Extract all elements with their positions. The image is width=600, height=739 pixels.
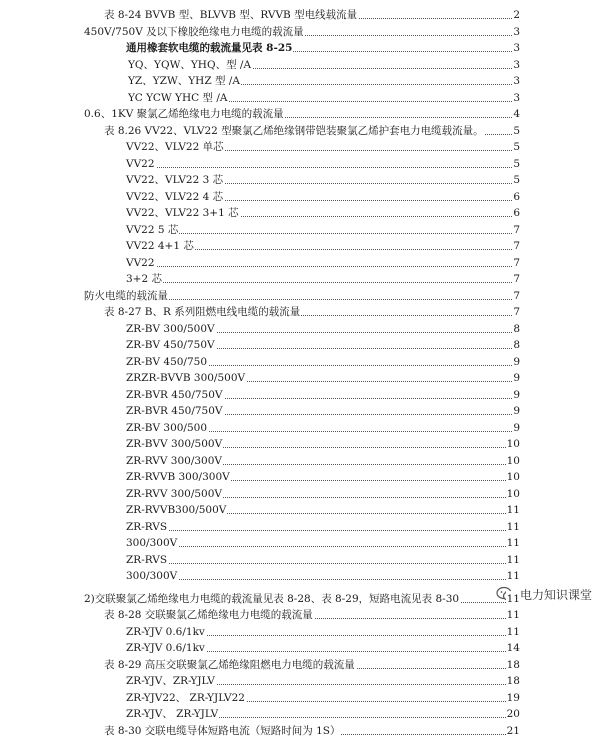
toc-entry-title: ZR-BV 450/750V [126,337,216,354]
toc-entry[interactable] [0,453,600,470]
toc-entry-title: ZR-BVR 450/750V [126,387,224,404]
toc-entry[interactable] [0,123,600,140]
toc-entry-page: 8 [512,337,520,354]
toc-entry-title: ZRZR-BVVB 300/500V [126,370,246,387]
toc-entry[interactable] [0,172,600,189]
toc-entry-title: ZR-YJV、ZR-YJLV [126,673,216,690]
toc-entry[interactable] [0,420,600,437]
toc-entry[interactable] [0,591,600,608]
toc-entry-title: ZR-YJV 0.6/1kv [126,640,206,657]
toc-entry-title: ZR-RVVB 300/300V [126,469,231,486]
toc-entry[interactable] [0,436,600,453]
toc-entry-title: ZR-BV 450/750 [126,354,208,371]
toc-entry-page: 3 [512,73,520,90]
toc-entry-title: VV22、VLV22 3 芯 [126,172,224,189]
toc-leader-dots [126,579,520,580]
toc-entry[interactable] [0,519,600,536]
watermark-text: 电力知识课堂 [520,586,592,603]
toc-entry[interactable] [0,24,600,41]
toc-entry[interactable] [0,271,600,288]
toc-entry[interactable] [0,90,600,107]
toc-entry[interactable] [0,106,600,123]
toc-entry[interactable] [0,255,600,272]
toc-entry-title: ZR-RVVB300/500V [126,502,227,519]
toc-entry-page: 10 [506,486,520,503]
toc-entry-page: 18 [506,657,520,674]
toc-entry-title: 表 8-30 交联电缆导体短路电流（短路时间为 1S） [104,723,341,739]
toc-entry[interactable] [0,7,600,24]
toc-entry-title: ZR-BVV 300/500V [126,436,223,453]
toc-entry-title: ZR-RVS [126,519,168,536]
toc-entry-page: 21 [506,723,520,739]
toc-entry-page: 10 [506,469,520,486]
toc-entry-page: 5 [512,123,520,140]
toc-entry[interactable] [0,624,600,641]
toc-entry-page: 11 [506,568,520,585]
toc-entry-page: 3 [512,90,520,107]
toc-entry-title: ZR-BVR 450/750V [126,403,224,420]
toc-entry-page: 9 [512,387,520,404]
toc-entry-page: 20 [506,706,520,723]
toc-entry-page: 14 [506,640,520,657]
toc-entry[interactable] [0,189,600,206]
toc-entry[interactable] [0,57,600,74]
toc-entry-page: 11 [506,535,520,552]
toc-entry-title: ZR-YJV22、 ZR-YJLV22 [126,690,246,707]
toc-entry[interactable] [0,354,600,371]
toc-entry-page: 5 [512,156,520,173]
toc-entry-title: ZR-BV 300/500V [126,321,216,338]
toc-entry-page: 11 [506,519,520,536]
toc-entry-page: 3 [512,40,520,57]
toc-entry[interactable] [0,288,600,305]
toc-entry-page: 19 [506,690,520,707]
toc-entry-page: 9 [512,354,520,371]
toc-entry-page: 10 [506,436,520,453]
toc-entry-page: 11 [506,624,520,641]
toc-entry-title: 表 8-29 高压交联聚氯乙烯绝缘阻燃电力电缆的载流量 [104,657,356,674]
toc-entry[interactable] [0,73,600,90]
toc-entry-title: ZR-RVV 300/300V [126,453,223,470]
toc-entry-title: VV22 4+1 芯 [126,238,195,255]
toc-entry-page: 7 [512,288,520,305]
toc-entry-page: 11 [506,552,520,569]
toc-entry[interactable] [0,139,600,156]
toc-entry-page: 9 [512,370,520,387]
toc-entry[interactable] [0,607,600,624]
toc-entry-title: 300/300V [126,568,178,585]
toc-entry-title: VV22、VLV22 4 芯 [126,189,224,206]
toc-entry[interactable] [0,535,600,552]
toc-entry[interactable] [0,690,600,707]
toc-leader-dots [126,167,520,168]
toc-entry[interactable] [0,706,600,723]
toc-leader-dots [126,282,520,283]
toc-entry[interactable] [0,723,600,739]
toc-entry-page: 9 [512,420,520,437]
toc-leader-dots [126,233,520,234]
toc-entry-page: 6 [512,205,520,222]
toc-entry[interactable] [0,673,600,690]
toc-entry-title: 通用橡套软电缆的载流量见表 8-25 [126,40,293,57]
toc-entry-title: 300/300V [126,535,178,552]
toc-leader-dots [126,266,520,267]
toc-entry-page: 18 [506,673,520,690]
toc-entry-page: 7 [512,238,520,255]
toc-leader-dots [126,530,520,531]
toc-entry-title: ZR-RVV 300/500V [126,486,223,503]
toc-entry-page: 3 [512,57,520,74]
toc-entry-title: ZR-RVS [126,552,168,569]
toc-entry[interactable] [0,568,600,585]
toc-entry-page: 7 [512,255,520,272]
toc-leader-dots [126,546,520,547]
toc-entry-title: ZR-BV 300/500 [126,420,208,437]
toc-entry-title: 2)交联聚氯乙烯绝缘电力电缆的载流量见表 8-28、表 8-29，短路电流见表 8-30 [84,591,460,608]
toc-entry-page: 4 [512,106,520,123]
toc-entry-title: 表 8.26 VV22、VLV22 型聚氯乙烯绝缘钢带铠装聚氯乙烯护套电力电缆载流量。 [104,123,485,140]
toc-entry-page: 11 [506,591,520,608]
toc-entry-page: 9 [512,403,520,420]
toc-entry-title: 0.6、1KV 聚氯乙烯绝缘电力电缆的载流量 [84,106,285,123]
toc-entry-title: 450V/750V 及以下橡胶绝缘电力电缆的载流量 [84,24,305,41]
toc-entry-title: YQ、YQW、YHQ、型 /A [128,57,252,74]
toc-entry-title: YC YCW YHC 型 /A [128,90,228,107]
toc-entry-title: VV22、VLV22 3+1 芯 [126,205,240,222]
toc-entry[interactable] [0,238,600,255]
toc-entry[interactable] [0,502,600,519]
toc-entry[interactable] [0,403,600,420]
toc-entry-page: 11 [506,607,520,624]
toc-entry-title: ZR-YJV、 ZR-YJLV [126,706,219,723]
toc-entry[interactable] [0,640,600,657]
toc-entry[interactable] [0,486,600,503]
toc-entry[interactable] [0,321,600,338]
toc-entry-title: 3+2 芯 [126,271,163,288]
toc-entry[interactable] [0,337,600,354]
toc-entry[interactable] [0,657,600,674]
toc-entry[interactable] [0,469,600,486]
toc-entry-title: VV22 [126,255,156,272]
toc-entry-page: 10 [506,453,520,470]
toc-entry-page: 6 [512,189,520,206]
toc-entry-page: 7 [512,271,520,288]
toc-entry-page: 8 [512,321,520,338]
toc-entry-title: VV22 [126,156,156,173]
toc-entry-title: 表 8-24 BVVB 型、BLVVB 型、RVVB 型电线载流量 [104,7,358,24]
toc-entry[interactable] [0,156,600,173]
toc-entry[interactable] [0,205,600,222]
toc-entry-title: VV22、VLV22 单芯 [126,139,225,156]
toc-entry-page: 7 [512,222,520,239]
toc-entry-title: ZR-YJV 0.6/1kv [126,624,206,641]
toc-entry-page: 2 [512,7,520,24]
toc-entry-page: 5 [512,172,520,189]
toc-entry[interactable] [0,40,600,57]
toc-entry[interactable] [0,370,600,387]
toc-entry-title: VV22 5 芯 [126,222,179,239]
toc-entry[interactable] [0,552,600,569]
toc-entry[interactable] [0,387,600,404]
toc-entry-page: 11 [506,502,520,519]
toc-entry-title: 表 8-28 交联聚氯乙烯绝缘电力电缆的载流量 [104,607,314,624]
toc-entry[interactable] [0,222,600,239]
toc-entry-title: YZ、YZW、YHZ 型 /A [128,73,241,90]
toc-entry-title: 表 8-27 B、R 系列阻燃电线电缆的载流量 [104,304,301,321]
toc-entry-page: 7 [512,304,520,321]
toc-entry[interactable] [0,304,600,321]
toc-entry-page: 3 [512,24,520,41]
toc-entry-page: 5 [512,139,520,156]
toc-entry-title: 防火电缆的载流量 [84,288,169,305]
toc-leader-dots [126,563,520,564]
